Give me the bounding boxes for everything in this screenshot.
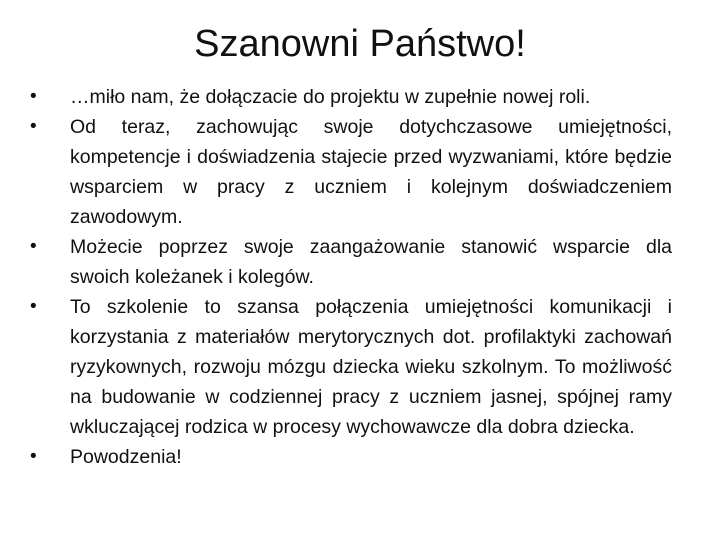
list-item bbox=[30, 292, 672, 442]
bullet-icon: • bbox=[30, 116, 37, 137]
list-item bbox=[30, 442, 672, 472]
bullet-icon: • bbox=[30, 296, 37, 317]
bullet-text: To szkolenie to szansa połączenia umiejętności komunikacji i korzystania z materiałów merytorycznych dot. profilaktyki zachowań ryzykownych, rozwoju mózgu dziecka wieku szkolnym. To możliwość na budowanie w codziennej pracy z uczniem jasnej, spójnej ramy wkluczającej rodzica w procesy wychowawcze dla dobra dziecka. bbox=[70, 296, 672, 438]
list-item bbox=[30, 232, 672, 292]
slide-title: Szanowni Państwo! bbox=[194, 23, 526, 65]
list-item bbox=[30, 82, 672, 112]
bullet-text: Od teraz, zachowując swoje dotychczasowe umiejętności, kompetencje i doświadzenia stajecie przed wyzwaniami, które będzie wsparciem w pracy z uczniem i kolejnym doświadczeniem zawodowym. bbox=[70, 116, 672, 228]
bullet-text: Powodzenia! bbox=[70, 446, 182, 468]
list-item bbox=[30, 112, 672, 232]
bullet-text: Możecie poprzez swoje zaangażowanie stanowić wsparcie dla swoich koleżanek i kolegów. bbox=[70, 236, 672, 288]
bullet-icon: • bbox=[30, 446, 37, 467]
bullet-list bbox=[30, 82, 672, 472]
bullet-icon: • bbox=[30, 236, 37, 257]
bullet-text: …miło nam, że dołączacie do projektu w zupełnie nowej roli. bbox=[70, 86, 591, 108]
bullet-icon: • bbox=[30, 86, 37, 107]
